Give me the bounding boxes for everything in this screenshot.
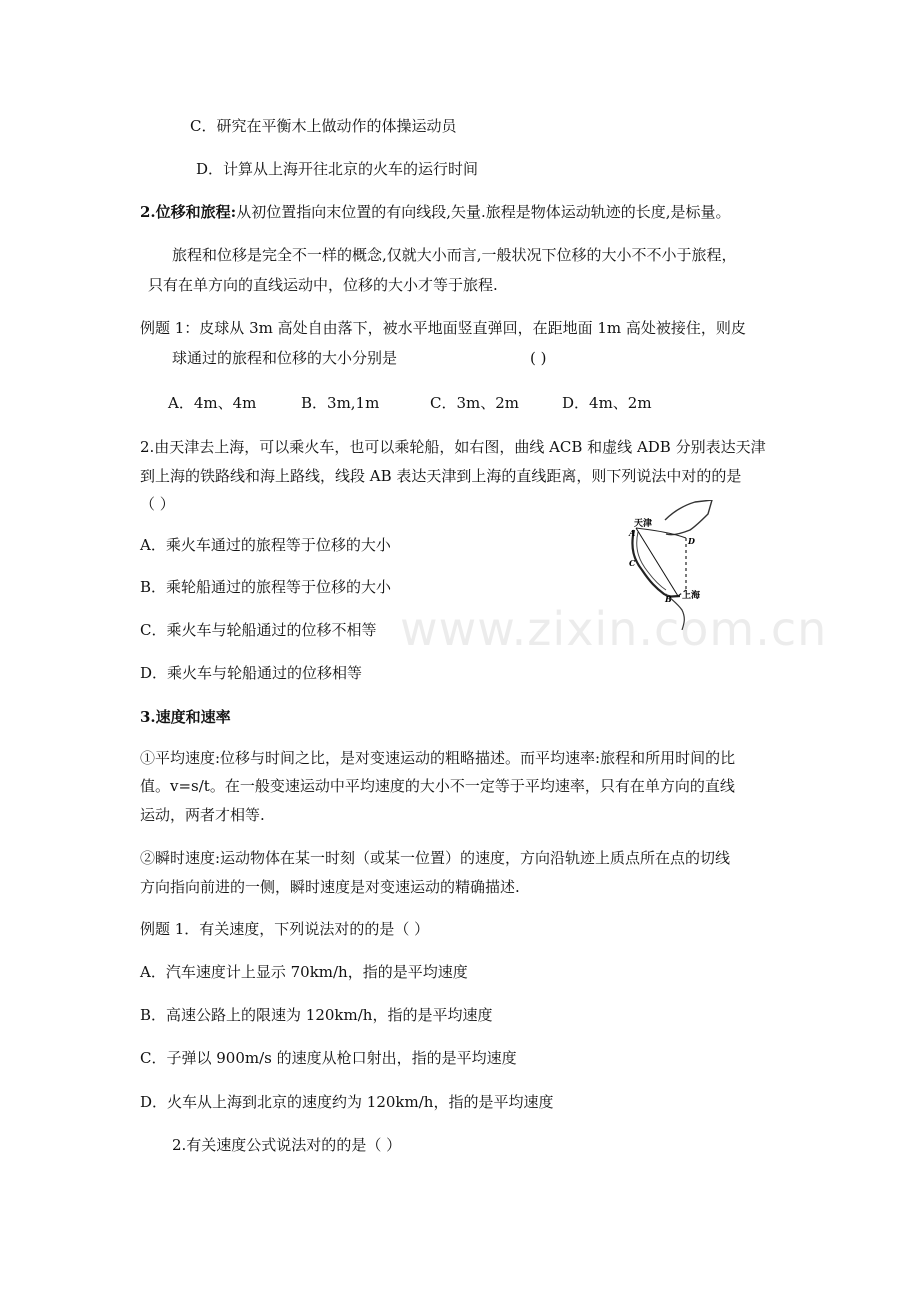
example-1-line-2: 球通过的旅程和位移的大小分别是 (172, 349, 398, 367)
map-segment-ab (636, 528, 678, 596)
section-2-line (140, 202, 731, 222)
example-2-line-3: （ ） (140, 495, 175, 513)
map-label-a: A (629, 528, 636, 538)
section-3-p1-line-2: 值。v=s/t。在一般变速运动中平均速度的大小不一定等于平均速率，只有在单方向的直线 (140, 777, 735, 795)
option-d-line: D．计算从上海开往北京的火车的运行时间 (196, 160, 479, 178)
example-2-option-d: D．乘火车与轮船通过的位移相等 (140, 664, 363, 682)
example-2-line-1: 2.由天津去上海，可以乘火车，也可以乘轮船，如右图，曲线 ACB 和虚线 ADB 分别表达天津 (140, 438, 766, 456)
watermark-text: www.zixin.com.cn (400, 602, 828, 656)
example-1-answer-bracket: ( ) (530, 349, 547, 367)
example-1-options (168, 393, 652, 413)
section-3-p1-line-1: ①平均速度:位移与时间之比，是对变速运动的粗略描述。而平均速率:旅程和所用时间的比 (140, 749, 736, 767)
option-c-line: C．研究在平衡木上做动作的体操运动员 (190, 117, 457, 135)
example-3-question: 例题 1．有关速度，下列说法对的的是（ ） (140, 920, 430, 938)
map-coastline-north (665, 500, 712, 535)
example-1-line-1: 例题 1：皮球从 3m 高处自由落下，被水平地面竖直弹回，在距地面 1m 高处被接住，则皮 (140, 319, 746, 337)
map-label-c: C (629, 558, 636, 568)
section-3-title: 3.速度和速率 (140, 708, 231, 726)
example-2-option-c: C．乘火车与轮船通过的位移不相等 (140, 621, 377, 639)
section-3-p2-line-1: ②瞬时速度:运动物体在某一时刻（或某一位置）的速度，方向沿轨迹上质点所在点的切线 (140, 849, 731, 867)
example-3-option-d: D．火车从上海到北京的速度约为 120km/h，指的是平均速度 (140, 1093, 554, 1111)
section-3-p1-line-3: 运动，两者才相等. (140, 806, 265, 824)
paragraph-1-line-2: 只有在单方向的直线运动中，位移的大小才等于旅程. (148, 276, 498, 294)
map-label-tianjin: 天津 (634, 519, 653, 529)
example-4-question: 2.有关速度公式说法对的的是（ ） (172, 1136, 402, 1154)
section-3-p2-line-2: 方向指向前进的一侧，瞬时速度是对变速运动的精确描述. (140, 878, 520, 896)
example-2-option-b: B．乘轮船通过的旅程等于位移的大小 (140, 578, 392, 596)
map-label-b: B (665, 594, 672, 604)
section-2-title: 2.位移和旅程: (140, 203, 237, 221)
example-1-option-a: A．4m、4m (168, 394, 257, 412)
map-railway-curve-acb (632, 530, 680, 597)
example-2-line-2: 到上海的铁路线和海上路线，线段 AB 表达天津到上海的直线距离，则下列说法中对的的是 (140, 467, 742, 485)
map-label-d: D (688, 536, 695, 546)
map-sea-route-ad (636, 528, 686, 538)
map-label-shanghai: 上海 (682, 591, 701, 601)
example-3-option-c: C．子弹以 900m/s 的速度从枪口射出，指的是平均速度 (140, 1049, 517, 1067)
paragraph-1-line-1: 旅程和位移是完全不一样的概念,仅就大小而言,一般状况下位移的大小不不小于旅程， (172, 246, 737, 264)
example-1-option-c: C．3m、2m (430, 394, 520, 412)
example-1-option-d: D．4m、2m (562, 394, 652, 412)
example-3-option-b: B．高速公路上的限速为 120km/h，指的是平均速度 (140, 1006, 493, 1024)
section-2-text: 从初位置指向末位置的有向线段,矢量.旅程是物体运动轨迹的长度,是标量。 (236, 203, 731, 221)
example-1-option-b: B．3m,1m (301, 394, 380, 412)
example-2-option-a: A．乘火车通过的旅程等于位移的大小 (140, 536, 391, 554)
example-3-option-a: A．汽车速度计上显示 70km/h，指的是平均速度 (140, 963, 468, 981)
